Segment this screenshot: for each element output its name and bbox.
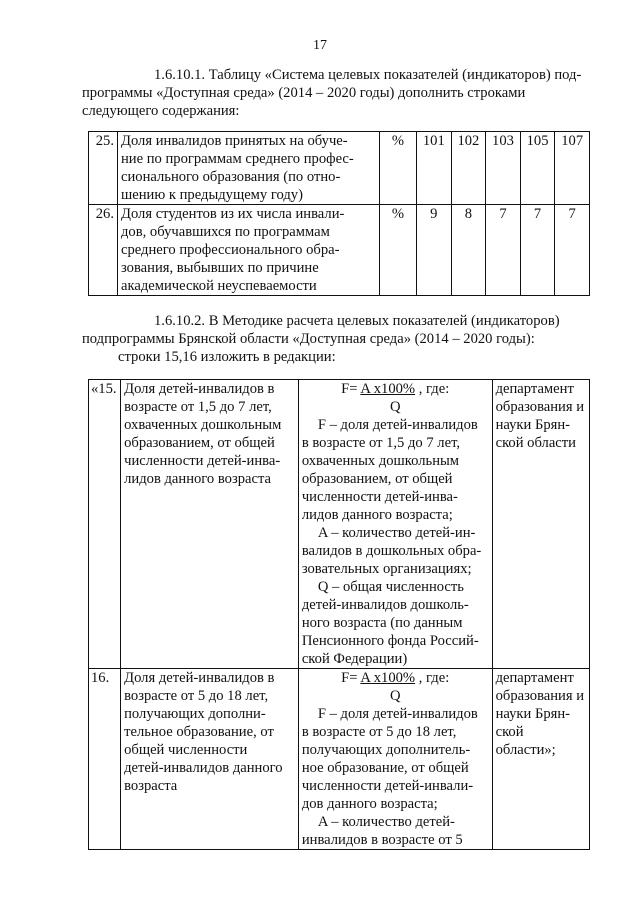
text-line: сионального образования (по отно-	[121, 169, 341, 185]
text-line: ской области»;	[495, 724, 556, 758]
text-line: детей-инвалидов дошколь-	[301, 597, 469, 613]
text-line: численности детей-инвали-	[301, 778, 474, 794]
table-row	[89, 380, 590, 669]
paragraph-line: 1.6.10.2. В Методике расчета целевых показателей (индикаторов)	[154, 313, 560, 329]
indicator-name	[121, 669, 299, 850]
paragraph-line: подпрограммы Брянской области «Доступная среда» (2014 – 2020 годы):	[82, 331, 535, 347]
row-number: 16.	[89, 669, 121, 850]
formula-header: F= A x100% , где:	[341, 670, 450, 686]
paragraph-1-6-10-2	[82, 312, 588, 366]
paragraph-line: программы «Доступная среда» (2014 – 2020 годы) дополнить строками	[82, 85, 526, 101]
text-line: зования, выбывших по причине	[121, 260, 319, 276]
text-line: шению к предыдущему году)	[121, 187, 303, 203]
text-line: Доля детей-инвалидов в	[124, 381, 275, 397]
text-line: науки Брян-	[495, 706, 571, 722]
indicator-name	[118, 205, 380, 296]
value-cell: 107	[555, 132, 590, 205]
text-line: зовательных организациях;	[301, 561, 472, 577]
text-line: Доля студентов из их числа инвали-	[121, 206, 345, 222]
text-line: A – количество детей-ин-	[317, 525, 476, 541]
text-line: Q – общая численность	[317, 579, 464, 595]
text-line: охваченных дошкольным	[301, 453, 460, 469]
department-cell	[492, 380, 589, 669]
row-number: «15.	[89, 380, 121, 669]
text-line: образования и	[495, 399, 585, 415]
row-number: 25.	[89, 132, 118, 205]
text-line: академической неуспеваемости	[121, 278, 317, 294]
text-line: в возрасте от 5 до 18 лет,	[301, 724, 457, 740]
formula-cell	[298, 669, 492, 850]
text-line: получающих дополни-	[124, 706, 266, 722]
text-line: валидов в дошкольных обра-	[301, 543, 482, 559]
text-line: лидов данного возраста;	[301, 507, 453, 523]
methodology-table	[88, 379, 590, 850]
text-line: численности детей-инва-	[301, 489, 458, 505]
value-cell: 7	[520, 205, 555, 296]
paragraph-1-6-10-1	[82, 66, 588, 120]
page-number: 17	[313, 38, 327, 53]
table-row	[89, 669, 590, 850]
text-line: получающих дополнитель-	[301, 742, 471, 758]
text-line: в возрасте от 1,5 до 7 лет,	[301, 435, 461, 451]
text-line: ное образование, от общей	[301, 760, 469, 776]
text-line: охваченных дошкольным	[124, 417, 282, 433]
text-line: образования и	[495, 688, 585, 704]
text-line: F – доля детей-инвалидов	[317, 706, 478, 722]
value-cell: 7	[486, 205, 521, 296]
text-line: департамент	[495, 381, 574, 397]
text-line: Доля детей-инвалидов в	[124, 670, 275, 686]
table-row	[89, 132, 590, 205]
text-line: тельное образование, от	[124, 724, 274, 740]
department-cell	[492, 669, 589, 850]
text-line: ние по программам среднего профес-	[121, 151, 354, 167]
formula-cell	[298, 380, 492, 669]
text-line: Пенсионного фонда Россий-	[301, 633, 479, 649]
text-line: ного возраста (по данным	[301, 615, 463, 631]
text-line: общей численности	[124, 742, 248, 758]
value-cell: 9	[417, 205, 452, 296]
indicator-name	[121, 380, 299, 669]
unit-cell: %	[380, 205, 417, 296]
text-line: дов, обучавшихся по программам	[121, 224, 330, 240]
value-cell: 8	[451, 205, 486, 296]
value-cell: 7	[555, 205, 590, 296]
paragraph-line: следующего содержания:	[82, 103, 240, 119]
paragraph-line: строки 15,16 изложить в редакции:	[118, 349, 336, 365]
text-line: ской области	[495, 435, 576, 451]
text-line: возрасте от 1,5 до 7 лет,	[124, 399, 272, 415]
text-line: образованием, от общей	[301, 471, 453, 487]
paragraph-line: 1.6.10.1. Таблицу «Система целевых показателей (индикаторов) под-	[154, 67, 582, 83]
text-line: образованием, от общей	[124, 435, 275, 451]
text-line: департамент	[495, 670, 574, 686]
formula-denominator: Q	[389, 399, 401, 415]
value-cell: 101	[417, 132, 452, 205]
value-cell: 102	[451, 132, 486, 205]
value-cell: 105	[520, 132, 555, 205]
text-line: детей-инвалидов данного	[124, 760, 283, 776]
table-row	[89, 205, 590, 296]
formula-header: F= A x100% , где:	[341, 381, 450, 397]
text-line: возраста	[124, 778, 178, 794]
formula-denominator: Q	[389, 688, 401, 704]
text-line: F – доля детей-инвалидов	[317, 417, 478, 433]
text-line: ской Федерации)	[301, 651, 408, 667]
text-line: A – количество детей-	[317, 814, 455, 830]
unit-cell: %	[380, 132, 417, 205]
text-line: лидов данного возраста	[124, 471, 272, 487]
row-number: 26.	[89, 205, 118, 296]
text-line: науки Брян-	[495, 417, 571, 433]
indicator-name	[118, 132, 380, 205]
text-line: Доля инвалидов принятых на обуче-	[121, 133, 348, 149]
text-line: численности детей-инва-	[124, 453, 281, 469]
text-line: среднего профессионального обра-	[121, 242, 340, 258]
text-line: возрасте от 5 до 18 лет,	[124, 688, 269, 704]
text-line: инвалидов в возрасте от 5	[301, 832, 463, 848]
indicators-table	[88, 131, 590, 296]
text-line: дов данного возраста;	[301, 796, 438, 812]
value-cell: 103	[486, 132, 521, 205]
